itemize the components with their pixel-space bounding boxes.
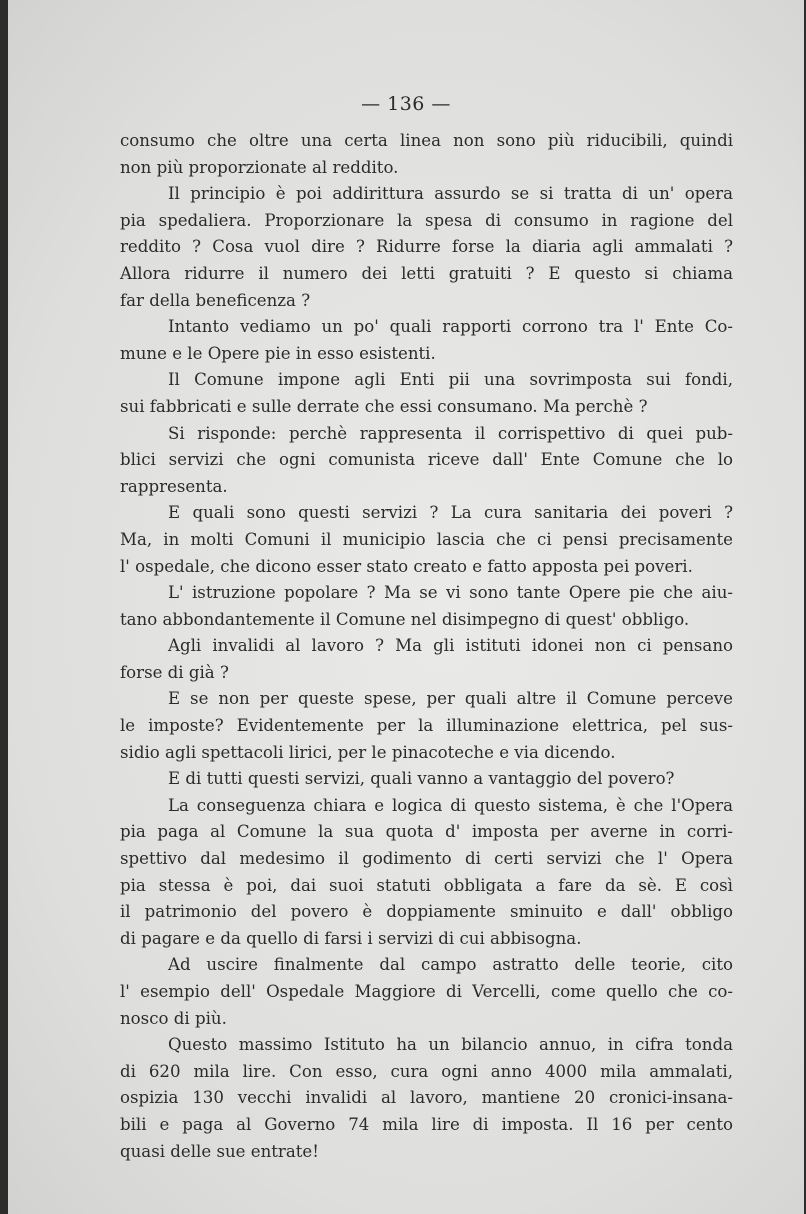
text-line: E se non per queste spese, per quali altre il Comune perceve bbox=[168, 689, 733, 709]
text-line: Ad uscire finalmente dal campo astratto delle teorie, cito bbox=[168, 955, 733, 975]
text-line: E di tutti questi servizi, quali vanno a vantaggio del povero? bbox=[168, 769, 675, 789]
text-line: sui fabbricati e sulle derrate che essi consumano. Ma perchè ? bbox=[120, 396, 648, 416]
text-line: nosco di più. bbox=[120, 1008, 227, 1028]
text-line: forse di già ? bbox=[120, 662, 229, 682]
text-line: E quali sono questi servizi ? La cura sanitaria dei poveri ? bbox=[168, 503, 733, 523]
text-line: Agli invalidi al lavoro ? Ma gli istituti idonei non ci pensano bbox=[168, 636, 733, 656]
text-line: Il principio è poi addirittura assurdo se si tratta di un' opera bbox=[168, 184, 733, 204]
text-line: pia stessa è poi, dai suoi statuti obbligata a fare da sè. E così bbox=[120, 875, 733, 895]
text-line: Questo massimo Istituto ha un bilancio annuo, in cifra tonda bbox=[168, 1035, 733, 1055]
text-line: tano abbondantemente il Comune nel disimpegno di quest' obbligo. bbox=[120, 609, 690, 629]
text-line: di 620 mila lire. Con esso, cura ogni anno 4000 mila ammalati, bbox=[120, 1061, 733, 1081]
text-line: non più proporzionate al reddito. bbox=[120, 157, 399, 177]
text-line: l' esempio dell' Ospedale Maggiore di Vercelli, come quello che co- bbox=[120, 982, 733, 1001]
text-line: l' ospedale, che dicono esser stato creato e fatto apposta pei poveri. bbox=[120, 556, 693, 576]
text-line: bili e paga al Governo 74 mila lire di imposta. Il 16 per cento bbox=[120, 1114, 733, 1134]
text-line: le imposte? Evidentemente per la illuminazione elettrica, pel sus- bbox=[120, 716, 733, 736]
text-line: pia spedaliera. Proporzionare la spesa di consumo in ragione del bbox=[120, 210, 733, 230]
text-line: consumo che oltre una certa linea non sono più riducibili, quindi bbox=[120, 131, 733, 150]
text-line: sidio agli spettacoli lirici, per le pinacoteche e via dicendo. bbox=[120, 742, 616, 762]
text-line: Intanto vediamo un po' quali rapporti corrono tra l' Ente Co- bbox=[168, 317, 733, 337]
text-line: far della beneficenza ? bbox=[120, 290, 311, 310]
text-line: L' istruzione popolare ? Ma se vi sono tante Opere pie che aiu- bbox=[168, 583, 733, 603]
text-line: reddito ? Cosa vuol dire ? Ridurre forse la diaria agli ammalati ? bbox=[120, 237, 733, 257]
text-line: Il Comune impone agli Enti pii una sovrimposta sui fondi, bbox=[168, 370, 733, 390]
book-page bbox=[8, 0, 804, 1214]
text-line: spettivo dal medesimo il godimento di certi servizi che l' Opera bbox=[120, 849, 733, 869]
text-line: Ma, in molti Comuni il municipio lascia che ci pensi precisamente bbox=[120, 529, 733, 549]
text-line: mune e le Opere pie in esso esistenti. bbox=[120, 343, 436, 363]
text-line: di pagare e da quello di farsi i servizi di cui abbisogna. bbox=[120, 928, 582, 948]
page-number-header: — 136 — bbox=[361, 93, 451, 115]
text-line: Allora ridurre il numero dei letti gratuiti ? E questo si chiama bbox=[120, 263, 733, 283]
text-line: La conseguenza chiara e logica di questo sistema, è che l'Opera bbox=[168, 795, 733, 815]
text-line: ospizia 130 vecchi invalidi al lavoro, mantiene 20 cronici-insana- bbox=[120, 1088, 733, 1108]
body-text bbox=[120, 128, 733, 1165]
text-line: quasi delle sue entrate! bbox=[120, 1141, 319, 1161]
text-line: pia paga al Comune la sua quota d' imposta per averne in corri- bbox=[120, 822, 733, 842]
text-line: il patrimonio del povero è doppiamente sminuito e dall' obbligo bbox=[120, 902, 733, 922]
text-line: blici servizi che ogni comunista riceve dall' Ente Comune che lo bbox=[120, 450, 733, 470]
text-line: Si risponde: perchè rappresenta il corrispettivo di quei pub- bbox=[168, 423, 733, 443]
text-line: rappresenta. bbox=[120, 476, 228, 496]
